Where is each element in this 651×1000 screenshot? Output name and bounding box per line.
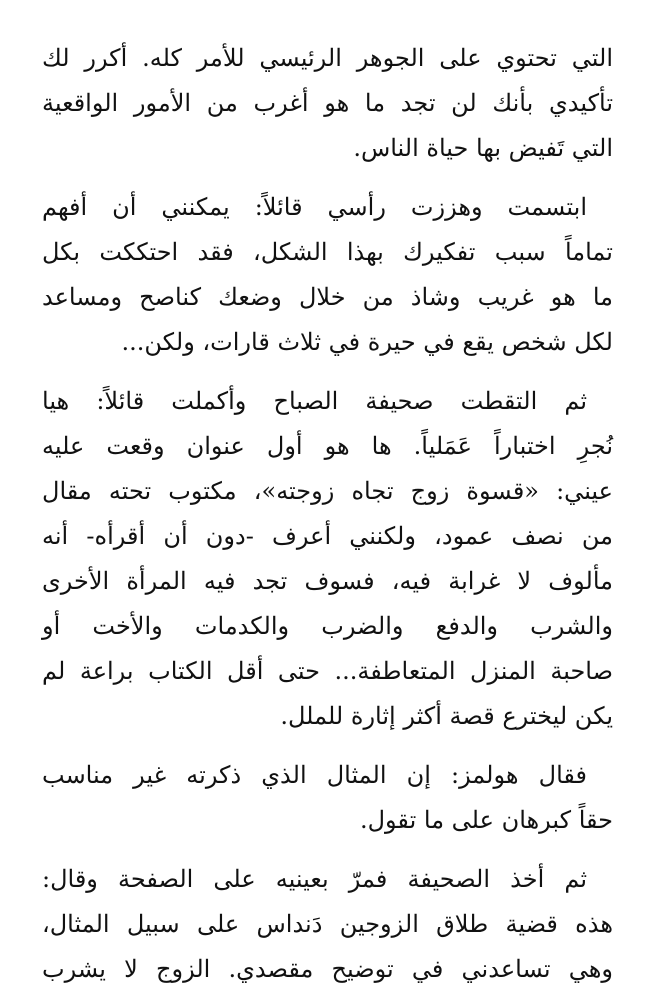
paragraph-1 xyxy=(42,36,613,171)
paragraph-4 xyxy=(42,753,613,843)
text-line: يكن ليخترع قصة أكثر إثارة للملل. xyxy=(280,702,613,730)
text-line: ثم التقطت صحيفة الصباح وأكملت قائلاً: هيا xyxy=(42,387,587,415)
text-line: لكل شخص يقع في حيرة في ثلاث قارات، ولكن... xyxy=(121,328,613,356)
text-line: والشرب والدفع والضرب والكدمات والأخت أو xyxy=(42,612,613,640)
text-line: تماماً سبب تفكيرك بهذا الشكل، فقد احتككت بكل xyxy=(42,238,613,266)
text-line: عيني: «قسوة زوج تجاه زوجته»، مكتوب تحته مقال xyxy=(42,477,613,505)
text-line: ثم أخذ الصحيفة فمرّ بعينيه على الصفحة وقال: xyxy=(42,865,587,893)
text-line: التي تَفيض بها حياة الناس. xyxy=(353,134,613,162)
text-line: من نصف عمود، ولكنني أعرف -دون أن أقرأه- أنه xyxy=(42,522,613,550)
paragraph-3 xyxy=(42,379,613,739)
text-line: نُجرِ اختباراً عَمَلياً. ها هو أول عنوان وقعت عليه xyxy=(42,432,613,460)
text-line: صاحبة المنزل المتعاطفة... حتى أقل الكتاب براعة لم xyxy=(42,657,613,685)
text-line: تأكيدي بأنك لن تجد ما هو أغرب من الأمور الواقعية xyxy=(42,89,613,117)
text-line: فقال هولمز: إن المثال الذي ذكرته غير مناسب xyxy=(42,761,587,789)
text-line: ابتسمت وهززت رأسي قائلاً: يمكنني أن أفهم xyxy=(42,193,587,221)
text-line: مألوف لا غرابة فيه، فسوف تجد فيه المرأة الأخرى xyxy=(42,567,613,595)
text-line: هذه قضية طلاق الزوجين دَنداس على سبيل المثال، xyxy=(42,910,613,938)
paragraph-5 xyxy=(42,857,613,992)
text-line: وهي تساعدني في توضيح مقصدي. الزوج لا يشرب xyxy=(42,955,613,983)
paragraph-2 xyxy=(42,185,613,365)
text-line: التي تحتوي على الجوهر الرئيسي للأمر كله. أكرر لك xyxy=(42,44,613,72)
text-line: ما هو غريب وشاذ من خلال وضعك كناصح ومساعد xyxy=(42,283,613,311)
text-line: حقاً كبرهان على ما تقول. xyxy=(359,806,613,834)
